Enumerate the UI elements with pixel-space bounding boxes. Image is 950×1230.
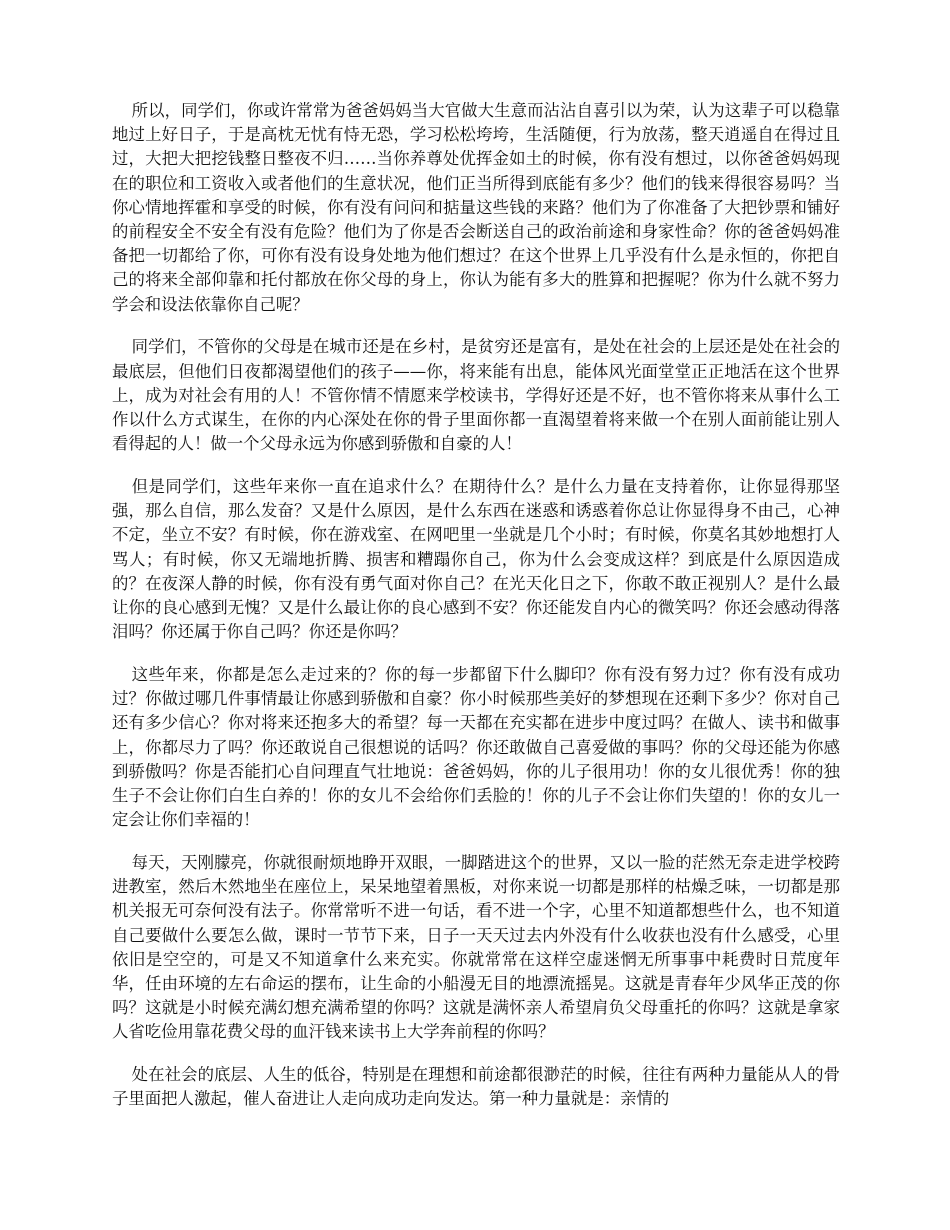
paragraph-3: 但是同学们，这些年来你一直在追求什么？在期待什么？是什么力量在支持着你，让你显得那坚强，那么自信，那么发奋？又是什么原因，是什么东西在迷惑和诱惑着你总让你显得身不由己，心神不定，坐立不安？有时候，你在游戏室、在网吧里一坐就是几个小时；有时候，你莫名其妙地想打人骂人；有时候，你又无端地折腾、损害和糟蹋你自己，你为什么会变成这样？到底是什么原因造成的？在夜深人静的时候，你有没有勇气面对你自己？在光天化日之下，你敢不敢正视别人？是什么最让你的良心感到无愧？又是什么最让你的良心感到不安？你还能发自内心的微笑吗？你还会感动得落泪吗？你还属于你自己吗？你还是你吗？ <box>112 477 840 642</box>
paragraph-2: 同学们，不管你的父母是在城市还是在乡村，是贫穷还是富有，是处在社会的上层还是处在社会的最底层，但他们日夜都渴望他们的孩子——你，将来能有出息，能体风光面堂堂正正地活在这个世界上，成为对社会有用的人！不管你情不情愿来学校读书，学得好还是不好，也不管你将来从事什么工作以什么方式谋生，在你的内心深处在你的骨子里面你都一直渴望着将来做一个在别人面前能让别人看得起的人！做一个父母永远为你感到骄傲和自豪的人！ <box>112 337 840 454</box>
document-body <box>112 99 840 1130</box>
paragraph-6: 处在社会的底层、人生的低谷，特别是在理想和前途都很渺茫的时候，往往有两种力量能从人的骨子里面把人激起，催人奋进让人走向成功走向发达。第一种力量就是：亲情的 <box>112 1065 840 1109</box>
paragraph-5: 每天，天刚朦亮，你就很耐烦地睁开双眼，一脚踏进这个的世界，又以一脸的茫然无奈走进学校跨进教室，然后木然地坐在座位上，呆呆地望着黑板，对你来说一切都是那样的枯燥乏味，一切都是那机关报无可奈何没有法子。你常常听不进一句话，看不进一个字，心里不知道都想些什么，也不知道自己要做什么要怎么做，课时一节节下来，日子一天天过去内外没有什么收获也没有什么感受，心里依旧是空空的，可是又不知道拿什么来充实。你就常常在这样空虚迷惘无所事事中耗费时日荒度年华，任由环境的左右命运的摆布，让生命的小船漫无目的地漂流摇晃。这就是青春年少风华正茂的你吗？这就是小时候充满幻想充满希望的你吗？这就是满怀亲人希望肩负父母重托的你吗？这就是拿家人省吃俭用靠花费父母的血汗钱来读书上大学奔前程的你吗？ <box>112 853 840 1042</box>
paragraph-1: 所以，同学们，你或许常常为爸爸妈妈当大官做大生意而沾沾自喜引以为荣，认为这辈子可以稳靠地过上好日子，于是高枕无忧有恃无恐，学习松松垮垮，生活随便，行为放荡，整天逍遥自在得过且过，大把大把挖钱整日整夜不归……当你养尊处优挥金如土的时候，你有没有想过，以你爸爸妈妈现在的职位和工资收入或者他们的生意状况，他们正当所得到底能有多少？他们的钱来得很容易吗？当你心情地挥霍和享受的时候，你有没有问问和掂量这些钱的来路？他们为了你准备了大把钞票和铺好的前程安全不安全有没有危险？他们为了你是否会断送自己的政治前途和身家性命？你的爸爸妈妈准备把一切都给了你，可你有没有设身处地为他们想过？在这个世界上几乎没有什么是永恒的，你把自己的将来全部仰靠和托付都放在你父母的身上，你认为能有多大的胜算和把握呢？你为什么就不努力学会和设法依靠你自己呢？ <box>112 101 840 314</box>
paragraph-4: 这些年来，你都是怎么走过来的？你的每一步都留下什么脚印？你有没有努力过？你有没有成功过？你做过哪几件事情最让你感到骄傲和自豪？你小时候那些美好的梦想现在还剩下多少？你对自己还有多少信心？你对将来还抱多大的希望？每一天都在充实都在进步中度过吗？在做人、读书和做事上，你都尽力了吗？你还敢说自己很想说的话吗？你还敢做自己喜爱做的事吗？你的父母还能为你感到骄傲吗？你是否能扪心自问理直气壮地说：爸爸妈妈，你的儿子很用功！你的女儿很优秀！你的独生子不会让你们白生白养的！你的女儿不会给你们丢脸的！你的儿子不会让你们失望的！你的女儿一定会让你们幸福的！ <box>112 665 840 830</box>
